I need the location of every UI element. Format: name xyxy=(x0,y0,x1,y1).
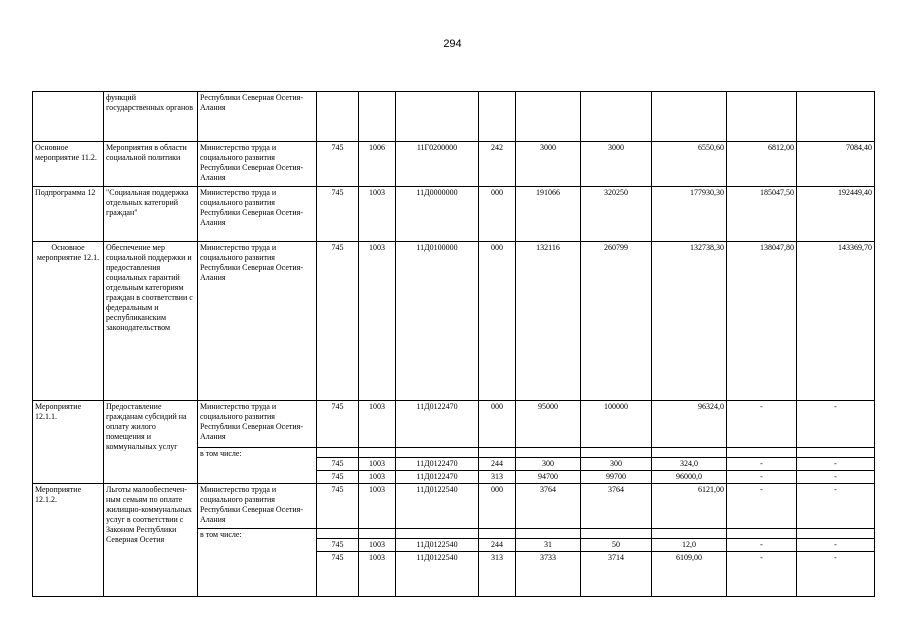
table-row xyxy=(33,142,875,187)
cell-vr: 000 xyxy=(479,242,516,401)
cell-vr: 000 xyxy=(479,401,516,448)
table-row xyxy=(33,401,875,448)
cell-value-1: 94700 xyxy=(516,471,581,484)
cell-value-3: 6121,00 xyxy=(652,484,727,529)
cell-value-5: - xyxy=(797,458,875,471)
table-row xyxy=(33,484,875,529)
cell-value-2: 320250 xyxy=(581,187,652,242)
cell-label: Основное мероприятие 11.2. xyxy=(33,142,104,187)
cell-value-5: 192449,40 xyxy=(797,187,875,242)
cell-label: Подпрограмма 12 xyxy=(33,187,104,242)
cell-csr: 11Г0200000 xyxy=(396,142,479,187)
cell-csr: 11Д0122540 xyxy=(396,552,479,597)
cell-value-1: 95000 xyxy=(516,401,581,448)
cell-value-1: 3000 xyxy=(516,142,581,187)
cell-value-4: - xyxy=(727,539,797,552)
cell-csr: 11Д0122470 xyxy=(396,401,479,448)
cell-vr: 313 xyxy=(479,552,516,597)
cell-value-2: 300 xyxy=(581,458,652,471)
cell-executor: Министерство труда и социального развития Республики Северная Осетия-Алания xyxy=(198,242,317,401)
cell-value-5: - xyxy=(797,471,875,484)
cell-value-3: 324,0 xyxy=(652,458,727,471)
page-number: 294 xyxy=(443,38,462,50)
cell-name: Обеспечение мер социальной поддержки и предоставления социальных гарантий отдельным категориям граждан в соответствии с федеральным и республиканским законодательством xyxy=(104,242,198,401)
cell-value-3: 96324,0 xyxy=(652,401,727,448)
cell-executor: Министерство труда и социального развития Республики Северная Осетия-Алания xyxy=(198,484,317,529)
cell-value-4: - xyxy=(727,552,797,597)
cell-rzpr: 1003 xyxy=(359,187,396,242)
cell-rzpr: 1003 xyxy=(359,484,396,529)
cell-csr: 11Д0000000 xyxy=(396,187,479,242)
cell-grbs: 745 xyxy=(317,458,359,471)
cell-vr: 000 xyxy=(479,187,516,242)
cell-csr: 11Д0122470 xyxy=(396,471,479,484)
table-row xyxy=(33,242,875,401)
cell-value-2: 260799 xyxy=(581,242,652,401)
cell-value-4: - xyxy=(727,458,797,471)
cell-grbs: 745 xyxy=(317,401,359,448)
cell-grbs: 745 xyxy=(317,484,359,529)
cell-csr: 11Д0100000 xyxy=(396,242,479,401)
cell-label: Мероприятие 12.1.2. xyxy=(33,484,104,597)
cell-grbs: 745 xyxy=(317,187,359,242)
cell-vr: 244 xyxy=(479,539,516,552)
cell-executor-sub: в том числе: xyxy=(198,448,317,484)
cell-csr: 11Д0122470 xyxy=(396,458,479,471)
cell-value-4: - xyxy=(727,471,797,484)
cell-rzpr: 1003 xyxy=(359,539,396,552)
cell-name: Предоставление гражданам субсидий на оплату жилого помещения и коммунальных услуг xyxy=(104,401,198,484)
cell-rzpr: 1003 xyxy=(359,471,396,484)
cell-value-3: 12,0 xyxy=(652,539,727,552)
cell-name: "Социальная поддержка отдельных категорий граждан" xyxy=(104,187,198,242)
cell-value-1: 31 xyxy=(516,539,581,552)
table-row xyxy=(33,92,875,142)
cell-value-2: 3714 xyxy=(581,552,652,597)
cell-value-5: - xyxy=(797,552,875,597)
cell-rzpr: 1003 xyxy=(359,242,396,401)
cell-vr: 000 xyxy=(479,484,516,529)
budget-table xyxy=(32,91,875,597)
cell-executor: Республики Северная Осетия-Алания xyxy=(198,92,317,142)
cell-rzpr: 1003 xyxy=(359,401,396,448)
cell-vr: 244 xyxy=(479,458,516,471)
cell-value-2: 99700 xyxy=(581,471,652,484)
cell-label: Мероприятие 12.1.1. xyxy=(33,401,104,484)
cell-value-1: 300 xyxy=(516,458,581,471)
cell-value-3: 6550,60 xyxy=(652,142,727,187)
cell-value-3: 6109,00 xyxy=(652,552,727,597)
cell-label: Основное мероприятие 12.1. xyxy=(33,242,104,401)
cell-value-1: 3733 xyxy=(516,552,581,597)
cell-rzpr: 1003 xyxy=(359,552,396,597)
cell-value-2: 50 xyxy=(581,539,652,552)
cell-value-5: - xyxy=(797,539,875,552)
cell-grbs: 745 xyxy=(317,142,359,187)
cell-value-2: 3764 xyxy=(581,484,652,529)
cell-label xyxy=(33,92,104,142)
cell-rzpr: 1003 xyxy=(359,458,396,471)
cell-value-2: 100000 xyxy=(581,401,652,448)
cell-value-5: - xyxy=(797,401,875,448)
cell-csr: 11Д0122540 xyxy=(396,539,479,552)
cell-value-4: 138047,80 xyxy=(727,242,797,401)
cell-executor: Министерство труда и социального развития Республики Северная Осетия-Алания xyxy=(198,187,317,242)
cell-value-3: 177930,30 xyxy=(652,187,727,242)
cell-name: Льготы малообеспечен-ным семьям по оплате жилищно-коммунальных услуг в соответствии с Законом Республики Северная Осетия xyxy=(104,484,198,597)
cell-grbs: 745 xyxy=(317,471,359,484)
cell-value-4: 185047,50 xyxy=(727,187,797,242)
cell-value-1: 3764 xyxy=(516,484,581,529)
cell-value-1: 132116 xyxy=(516,242,581,401)
cell-name: Мероприятия в области социальной политики xyxy=(104,142,198,187)
cell-executor: Министерство труда и социального развития Республики Северная Осетия-Алания xyxy=(198,401,317,448)
cell-rzpr: 1006 xyxy=(359,142,396,187)
cell-vr: 313 xyxy=(479,471,516,484)
cell-executor: Министерство труда и социального развития Республики Северная Осетия-Алания xyxy=(198,142,317,187)
cell-name: функций государственных органов xyxy=(104,92,198,142)
cell-vr: 242 xyxy=(479,142,516,187)
cell-csr: 11Д0122540 xyxy=(396,484,479,529)
cell-value-3: 96000,0 xyxy=(652,471,727,484)
cell-value-5: - xyxy=(797,484,875,529)
cell-grbs: 745 xyxy=(317,539,359,552)
cell-value-4: - xyxy=(727,484,797,529)
cell-value-5: 143369,70 xyxy=(797,242,875,401)
cell-executor-sub: в том числе: xyxy=(198,529,317,597)
cell-value-2: 3000 xyxy=(581,142,652,187)
cell-value-4: 6812,00 xyxy=(727,142,797,187)
cell-value-1: 191066 xyxy=(516,187,581,242)
cell-grbs: 745 xyxy=(317,552,359,597)
cell-value-3: 132738,30 xyxy=(652,242,727,401)
table-row xyxy=(33,187,875,242)
cell-value-5: 7084,40 xyxy=(797,142,875,187)
cell-value-4: - xyxy=(727,401,797,448)
cell-grbs: 745 xyxy=(317,242,359,401)
